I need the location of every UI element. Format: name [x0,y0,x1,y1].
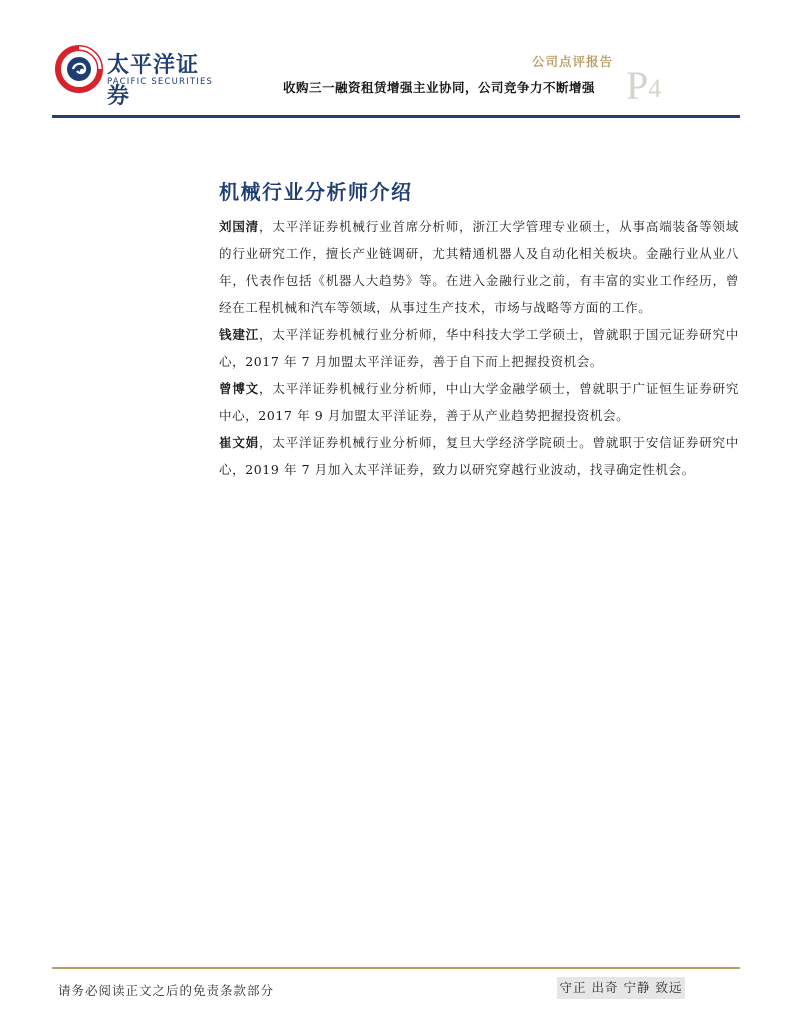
footer-divider [52,967,740,969]
analyst-name: 曾博文 [219,381,260,396]
report-title: 收购三一融资租赁增强主业协同，公司竞争力不断增强 [283,80,596,95]
page-letter: P [626,63,649,108]
analyst-description: ，太平洋证券机械行业分析师，复旦大学经济学院硕士。曾就职于安信证券研究中心，2019 年 7 月加入太平洋证券，致力以研究穿越行业波动，找寻确定性机会。 [219,435,739,477]
disclaimer-note: 请务必阅读正文之后的免责条款部分 [58,983,275,998]
analyst-name: 刘国清 [219,219,260,234]
logo-name-en: PACIFIC SECURITIES [107,77,214,87]
analyst-name: 钱建江 [219,327,260,342]
company-motto: 守正 出奇 宁静 致远 [557,977,685,999]
analyst-list [219,213,739,483]
company-logo [55,44,215,109]
analyst-bio [219,429,739,483]
analyst-name: 崔文娟 [219,435,260,450]
logo-emblem-icon [55,44,103,94]
page-number [626,62,661,109]
analyst-bio [219,213,739,321]
section-title: 机械行业分析师介绍 [219,180,413,204]
page-digit: 4 [648,74,662,103]
analyst-bio [219,321,739,375]
analyst-description: ，太平洋证券机械行业分析师，华中科技大学工学硕士，曾就职于国元证券研究中心，2017 年 7 月加盟太平洋证券，善于自下而上把握投资机会。 [219,327,739,369]
analyst-bio [219,375,739,429]
logo-name-cn: 太平洋证券 [107,53,200,109]
report-type-label: 公司点评报告 [532,54,614,69]
header-divider [52,115,740,118]
analyst-description: ，太平洋证券机械行业首席分析师，浙江大学管理专业硕士，从事高端装备等领域的行业研究工作，擅长产业链调研，尤其精通机器人及自动化相关板块。金融行业从业八年，代表作包括《机器人大趋势》等。在进入金融行业之前，有丰富的实业工作经历，曾经在工程机械和汽车等领域，从事过生产技术，市场与战略等方面的工作。 [219,219,739,315]
analyst-description: ，太平洋证券机械行业分析师，中山大学金融学硕士，曾就职于广证恒生证券研究中心，2017 年 9 月加盟太平洋证券，善于从产业趋势把握投资机会。 [219,381,739,423]
